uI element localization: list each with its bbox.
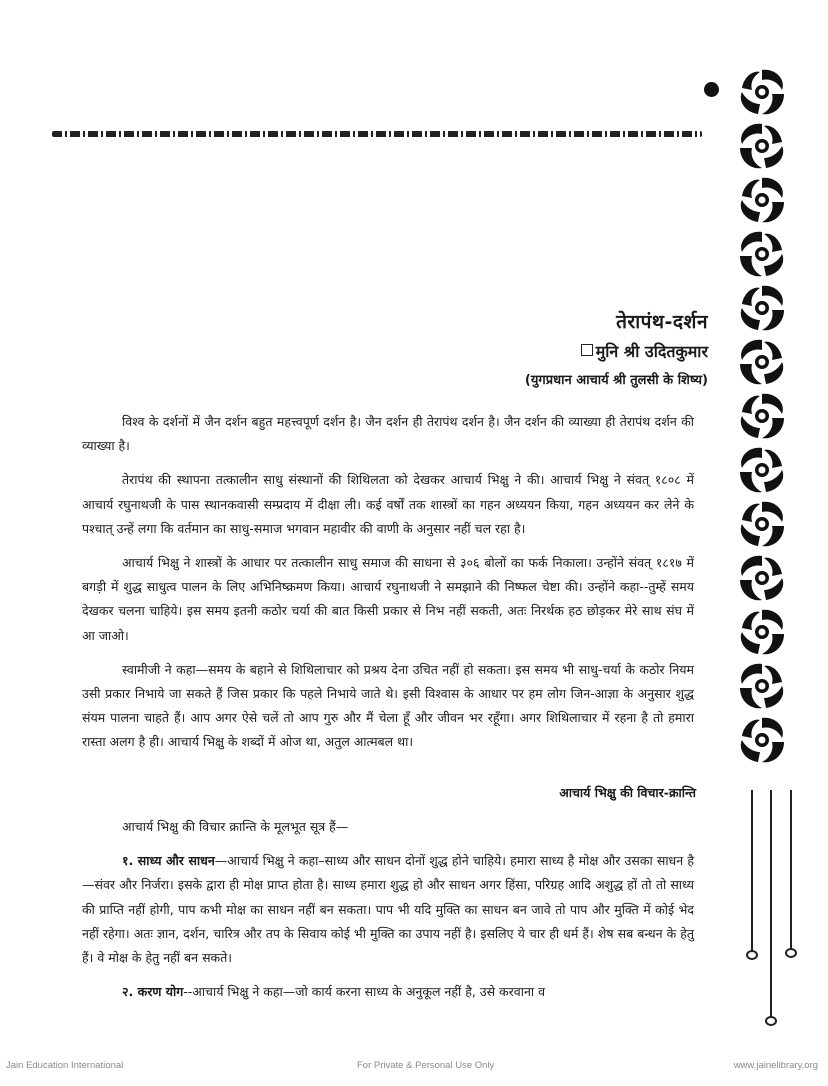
pendant-line-right — [790, 790, 792, 950]
paisley-swirl-icon — [736, 390, 788, 442]
paisley-swirl-icon — [736, 498, 788, 550]
article-header — [525, 308, 708, 388]
pendant-line-left — [751, 790, 753, 952]
author-note: (युगप्रधान आचार्य श्री तुलसी के शिष्य) — [524, 373, 708, 388]
point-label: २. करण योग — [122, 984, 184, 1000]
footer-usage-note: For Private & Personal Use Only — [357, 1060, 495, 1071]
paisley-swirl-icon — [736, 714, 788, 766]
point-label: १. साध्य और साधन — [122, 853, 215, 869]
bullet-dot-icon — [704, 82, 719, 97]
pendant-ring-icon — [746, 950, 758, 960]
footer-publisher: Jain Education International — [6, 1060, 124, 1071]
point-2 — [82, 980, 694, 1004]
author-name: मुनि श्री उदितकुमार — [595, 342, 708, 361]
footer-website-link[interactable]: www.jainelibrary.org — [733, 1060, 818, 1071]
author-line — [525, 340, 708, 362]
pendant-ring-icon — [765, 1016, 777, 1026]
paragraph: तेरापंथ की स्थापना तत्कालीन साधु संस्थानों की शिथिलता को देखकर आचार्य भिक्षु ने की। आचार्य भिक्षु ने संवत् १८०८ में आचार्य रघुनाथजी के पास स्थानकवासी सम्प्रदाय में दीक्षा ली। कई वर्षों तक शास्त्रों का गहन अध्ययन किया, गहन अध्ययन कर लेने के पश्चात् उन्हें लगा कि वर्तमान का साधु-समाज भगवान महावीर की वाणी के अनुसार नहीं चल रहा है। — [82, 472, 694, 536]
paisley-swirl-icon — [736, 552, 788, 604]
paisley-swirl-icon — [736, 66, 788, 118]
pendant-ring-icon — [785, 948, 797, 958]
decorative-border-column — [734, 66, 790, 786]
paisley-swirl-icon — [736, 120, 788, 172]
square-box-icon — [581, 344, 593, 356]
paisley-swirl-icon — [736, 660, 788, 712]
section-body — [82, 815, 694, 1014]
paisley-swirl-icon — [736, 336, 788, 388]
paragraph: विश्व के दर्शनों में जैन दर्शन बहुत महत्त्वपूर्ण दर्शन है। जैन दर्शन ही तेरापंथ दर्शन है। जैन दर्शन की व्याख्या ही तेरापंथ दर्शन की व्याख्या है। — [82, 414, 694, 454]
section-heading: आचार्य भिक्षु की विचार-क्रान्ति — [559, 785, 696, 800]
paisley-swirl-icon — [736, 444, 788, 496]
paisley-swirl-icon — [736, 174, 788, 226]
paragraph: स्वामीजी ने कहा—समय के बहाने से शिथिलाचार को प्रश्रय देना उचित नहीं हो सकता। इस समय भी साधु-चर्या के कठोर नियम उसी प्रकार निभाये जा सकते हैं जिस प्रकार कि पहले निभाये जाते थे। इसी विश्वास के आधार पर हम लोग जिन-आज्ञा के अनुसार शुद्ध संयम पालना चाहते हैं। आप अगर ऐसे चलें तो आप गुरु और मैं चेला हूँ और जीवन भर रहूँगा। अगर शिथिलाचार में रहना है तो हमारा रास्ता अलग है ही। आचार्य भिक्षु के शब्दों में ओज था, अतुल आत्मबल था। — [82, 661, 694, 750]
point-text: --आचार्य भिक्षु ने कहा—जो कार्य करना साध्य के अनुकूल नहीं है, उसे करवाना व — [183, 984, 546, 1000]
paisley-swirl-icon — [736, 228, 788, 280]
paragraph: आचार्य भिक्षु ने शास्त्रों के आधार पर तत्कालीन साधु समाज की साधना से ३०६ बोलों का फर्क निकाला। उन्होंने संवत् १८१७ में बगड़ी में शुद्ध साधुत्व पालन के लिए अभिनिष्क्रमण किया। आचार्य रघुनाथजी ने समझाने की निष्फल चेष्टा की। उन्होंने कहा--तुम्हें समय देखकर चलना चाहिये। इस समय इतनी कठोर चर्या की बात किसी प्रकार से निभ नहीं सकती, अतः निरर्थक हठ छोड़कर मेरे साथ संघ में आ जाओ। — [82, 555, 694, 643]
point-1 — [82, 849, 694, 970]
article-title: तेरापंथ-दर्शन — [616, 311, 708, 333]
section-intro: आचार्य भिक्षु की विचार क्रान्ति के मूलभूत सूत्र हैं— — [122, 819, 349, 834]
decorative-dashed-rule — [52, 131, 702, 137]
article-body — [82, 410, 694, 765]
paisley-swirl-icon — [736, 282, 788, 334]
paisley-swirl-icon — [736, 606, 788, 658]
point-text: —आचार्य भिक्षु ने कहा–साध्य और साधन दोनों शुद्ध होने चाहिये। हमारा साध्य है मोक्ष और उसका साधन है—संवर और निर्जरा। इसके द्वारा ही मोक्ष प्राप्त होता है। साध्य हमारा शुद्ध हो और साधन अगर हिंसा, परिग्रह आदि अशुद्ध हों तो तो साध्य की प्राप्ति नहीं होगी, पाप कभी मोक्ष का साधन नहीं बन सकता। पाप भी यदि मुक्ति का साधन बन जावे तो पाप और मुक्ति में कोई भेद नहीं रहेगा। अतः ज्ञान, दर्शन, चारित्र और तप के सिवाय कोई भी मुक्ति का उपाय नहीं है। इसलिए ये चार ही धर्म हैं। शेष सब बन्धन के हेतु हैं। वे मोक्ष के हेतु नहीं बन सकते। — [82, 853, 694, 966]
pendant-line-center — [770, 790, 772, 1022]
